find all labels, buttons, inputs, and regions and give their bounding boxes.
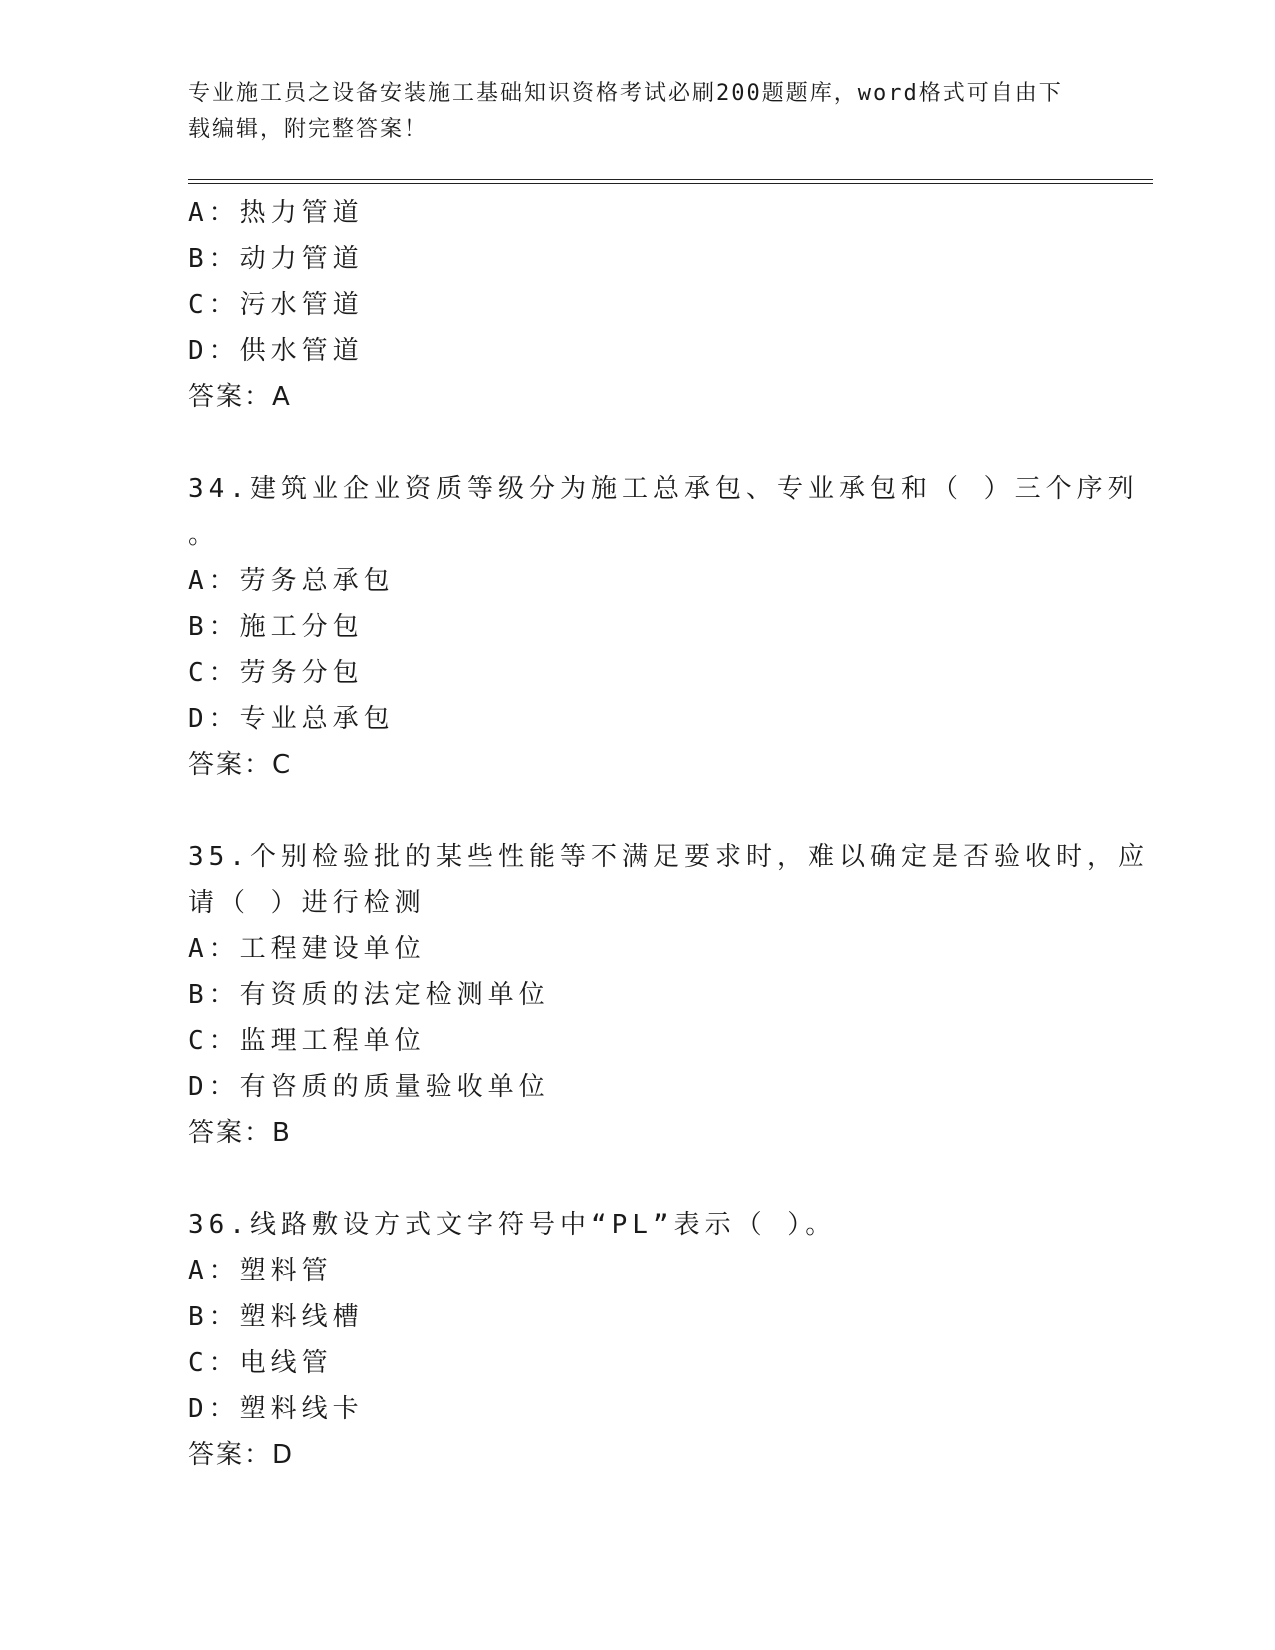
option-c: C：电线管 — [188, 1348, 333, 1378]
option-d: D：专业总承包 — [188, 704, 395, 734]
option-c: C：劳务分包 — [188, 658, 364, 688]
spacer — [188, 1156, 1088, 1202]
question-stem: 34.建筑业企业资质等级分为施工总承包、专业承包和（ ）三个序列 — [188, 474, 1139, 504]
option-a: A：塑料管 — [188, 1256, 333, 1286]
option-a: A：工程建设单位 — [188, 934, 426, 964]
spacer — [188, 788, 1088, 834]
answer: 答案：A — [188, 382, 292, 412]
option-c: C：污水管道 — [188, 290, 364, 320]
spacer — [188, 420, 1088, 466]
question-list — [188, 190, 1149, 1478]
option-a: A：劳务总承包 — [188, 566, 395, 596]
option-b: B：动力管道 — [188, 244, 364, 274]
question-stem: 35.个别检验批的某些性能等不满足要求时，难以确定是否验收时，应 — [188, 842, 1149, 872]
header-divider — [188, 179, 1153, 184]
option-b: B：塑料线槽 — [188, 1302, 364, 1332]
option-d: D：塑料线卡 — [188, 1394, 364, 1424]
option-d: D：供水管道 — [188, 336, 364, 366]
option-a: A：热力管道 — [188, 198, 364, 228]
answer: 答案：D — [188, 1440, 295, 1470]
option-b: B：施工分包 — [188, 612, 364, 642]
question-35 — [188, 834, 1149, 1156]
option-c: C：监理工程单位 — [188, 1026, 426, 1056]
question-stem-continuation: 请（ ）进行检测 — [188, 888, 426, 918]
answer: 答案：B — [188, 1118, 292, 1148]
question-stem: 36.线路敷设方式文字符号中“PL”表示（ ）。 — [188, 1210, 837, 1240]
question-34 — [188, 466, 1139, 788]
option-b: B：有资质的法定检测单位 — [188, 980, 550, 1010]
answer: 答案：C — [188, 750, 293, 780]
document-header: 专业施工员之设备安装施工基础知识资格考试必刷200题题库，word格式可自由下载编辑，附完整答案！ — [188, 81, 1063, 142]
question-stem-continuation: 。 — [188, 520, 220, 550]
option-d: D：有咨质的质量验收单位 — [188, 1072, 550, 1102]
question-33 — [188, 190, 1088, 420]
question-36 — [188, 1202, 1088, 1478]
